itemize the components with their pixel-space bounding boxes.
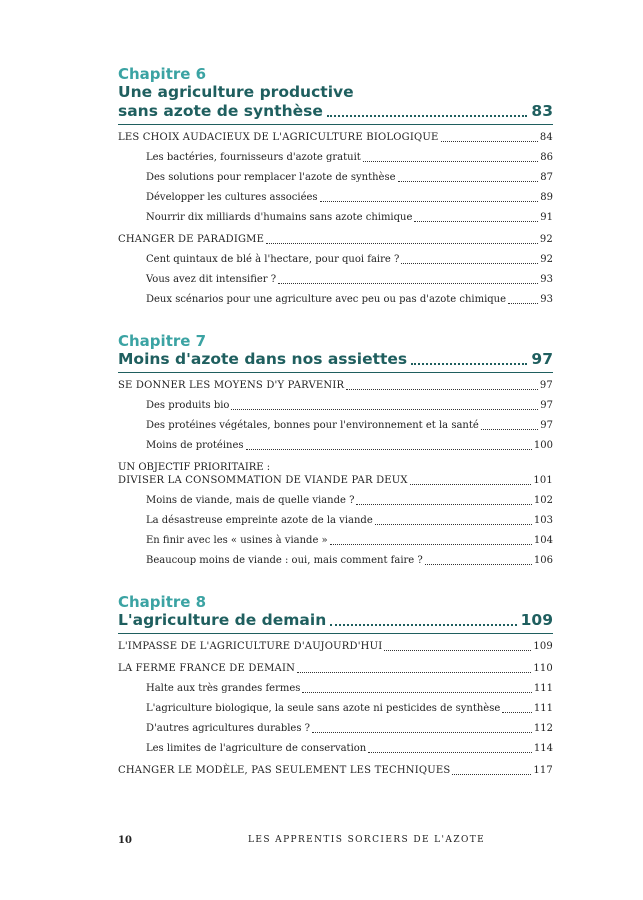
running-title: LES APPRENTIS SORCIERS DE L'AZOTE [248, 835, 486, 845]
dot-leader [368, 752, 532, 753]
toc-page: 86 [540, 152, 553, 163]
toc-subentry[interactable] [118, 171, 553, 185]
toc-text: En finir avec les « usines à viande » [146, 535, 328, 546]
toc-page: 111 [533, 703, 553, 714]
toc-page: 91 [540, 212, 553, 223]
chapter-rule [118, 372, 553, 373]
toc-text: CHANGER DE PARADIGME [118, 234, 265, 245]
toc-section[interactable] [118, 764, 553, 778]
page-footer [118, 835, 553, 846]
dot-leader [425, 564, 532, 565]
dot-leader [410, 484, 532, 485]
toc-page: 92 [540, 254, 553, 265]
dot-leader [401, 263, 538, 264]
toc-section[interactable] [118, 640, 553, 654]
toc-page: 117 [533, 765, 553, 776]
toc-subentry[interactable] [118, 211, 553, 225]
toc-subentry[interactable] [118, 191, 553, 205]
toc-subentry[interactable] [118, 151, 553, 165]
toc-subentry[interactable] [118, 514, 553, 528]
toc-page: 87 [540, 172, 553, 183]
chapter-title-line1: Moins d'azote dans nos assiettes [118, 350, 408, 368]
toc-text: Des solutions pour remplacer l'azote de synthèse [146, 172, 396, 183]
chapter-7 [118, 333, 553, 568]
table-of-contents [118, 66, 553, 804]
toc-page: 97 [540, 400, 553, 411]
toc-text: LA FERME FRANCE DE DEMAIN [118, 663, 296, 674]
toc-page: 92 [539, 234, 553, 245]
chapter-8 [118, 594, 553, 778]
toc-text: Des protéines végétales, bonnes pour l'environnement et la santé [146, 420, 479, 431]
toc-page: 93 [540, 274, 553, 285]
toc-page: 84 [539, 132, 553, 143]
toc-section[interactable] [118, 379, 553, 393]
toc-page: 114 [533, 743, 553, 754]
toc-subentry[interactable] [118, 702, 553, 716]
toc-text: LES CHOIX AUDACIEUX DE L'AGRICULTURE BIOLOGIQUE [118, 132, 439, 143]
toc-subentry[interactable] [118, 439, 553, 453]
dot-leader [414, 221, 538, 222]
toc-page: 89 [540, 192, 553, 203]
toc-page: 106 [533, 555, 553, 566]
toc-subentry[interactable] [118, 399, 553, 413]
chapter-6 [118, 66, 553, 307]
toc-text: La désastreuse empreinte azote de la viande [146, 515, 373, 526]
toc-page: 97 [539, 380, 553, 391]
dot-leader [302, 692, 532, 693]
chapter-title-row [118, 611, 553, 630]
toc-text: Deux scénarios pour une agriculture avec peu ou pas d'azote chimique [146, 294, 507, 305]
toc-subentry[interactable] [118, 682, 553, 696]
toc-page: 111 [533, 683, 553, 694]
toc-page: 102 [533, 495, 553, 506]
toc-page: 103 [533, 515, 553, 526]
toc-text: L'agriculture biologique, la seule sans azote ni pesticides de synthèse [146, 703, 501, 714]
toc-text: CHANGER LE MODÈLE, PAS SEULEMENT LES TECHNIQUES [118, 765, 451, 776]
toc-text: SE DONNER LES MOYENS D'Y PARVENIR [118, 380, 345, 391]
dot-leader [330, 624, 516, 626]
toc-page: 109 [533, 641, 553, 652]
chapter-title-line2: sans azote de synthèse [118, 102, 323, 120]
chapter-title-line1: Une agriculture productive [118, 83, 354, 101]
chapter-label: Chapitre 8 [118, 593, 207, 611]
dot-leader [508, 303, 538, 304]
toc-subentry[interactable] [118, 253, 553, 267]
toc-subentry[interactable] [118, 722, 553, 736]
dot-leader [441, 141, 538, 142]
toc-subentry[interactable] [118, 742, 553, 756]
dot-leader [297, 672, 531, 673]
chapter-label: Chapitre 7 [118, 332, 207, 350]
dot-leader [481, 429, 538, 430]
toc-text: Développer les cultures associées [146, 192, 318, 203]
toc-subentry[interactable] [118, 273, 553, 287]
chapter-page: 83 [531, 102, 553, 120]
chapter-title-row [118, 350, 553, 369]
dot-leader [327, 115, 528, 117]
toc-text: DIVISER LA CONSOMMATION DE VIANDE PAR DEUX [118, 475, 408, 486]
toc-section[interactable] [118, 474, 553, 488]
toc-page: 112 [533, 723, 553, 734]
toc-text: Beaucoup moins de viande : oui, mais comment faire ? [146, 555, 423, 566]
toc-text: Cent quintaux de blé à l'hectare, pour quoi faire ? [146, 254, 400, 265]
dot-leader [278, 283, 538, 284]
toc-section[interactable] [118, 662, 553, 676]
dot-leader [384, 650, 531, 651]
toc-page: 100 [533, 440, 553, 451]
dot-leader [320, 201, 539, 202]
dot-leader [398, 181, 539, 182]
dot-leader [246, 449, 532, 450]
dot-leader [363, 161, 538, 162]
toc-text: L'IMPASSE DE L'AGRICULTURE D'AUJOURD'HUI [118, 641, 383, 652]
chapter-page: 97 [531, 350, 553, 368]
chapter-page: 109 [520, 611, 553, 629]
dot-leader [356, 504, 531, 505]
toc-section-pre: UN OBJECTIF PRIORITAIRE : [118, 462, 271, 473]
chapter-label: Chapitre 6 [118, 65, 207, 83]
toc-subentry[interactable] [118, 419, 553, 433]
toc-text: Nourrir dix milliards d'humains sans azote chimique [146, 212, 413, 223]
toc-page: 97 [540, 420, 553, 431]
dot-leader [502, 712, 532, 713]
toc-text: Les limites de l'agriculture de conservation [146, 743, 367, 754]
dot-leader [330, 544, 532, 545]
toc-text: Moins de protéines [146, 440, 244, 451]
toc-page: 104 [533, 535, 553, 546]
toc-section[interactable] [118, 131, 553, 145]
dot-leader [346, 389, 538, 390]
toc-text: D'autres agricultures durables ? [146, 723, 311, 734]
toc-subentry[interactable] [118, 534, 553, 548]
page-number: 10 [118, 835, 132, 846]
toc-section[interactable] [118, 233, 553, 247]
toc-subentry[interactable] [118, 293, 553, 307]
dot-leader [452, 774, 531, 775]
toc-page: 93 [540, 294, 553, 305]
toc-text: Les bactéries, fournisseurs d'azote gratuit [146, 152, 361, 163]
toc-subentry[interactable] [118, 494, 553, 508]
chapter-rule [118, 124, 553, 125]
dot-leader [312, 732, 532, 733]
toc-subentry[interactable] [118, 554, 553, 568]
toc-text: Moins de viande, mais de quelle viande ? [146, 495, 355, 506]
dot-leader [231, 409, 538, 410]
chapter-rule [118, 633, 553, 634]
dot-leader [266, 243, 538, 244]
chapter-title-row [118, 102, 553, 121]
toc-page: 110 [533, 663, 553, 674]
toc-text: Des produits bio [146, 400, 230, 411]
toc-text: Vous avez dit intensifier ? [146, 274, 277, 285]
toc-text: Halte aux très grandes fermes [146, 683, 301, 694]
dot-leader [375, 524, 532, 525]
chapter-title-line1: L'agriculture de demain [118, 611, 327, 629]
toc-page: 101 [533, 475, 553, 486]
dot-leader [411, 363, 527, 365]
